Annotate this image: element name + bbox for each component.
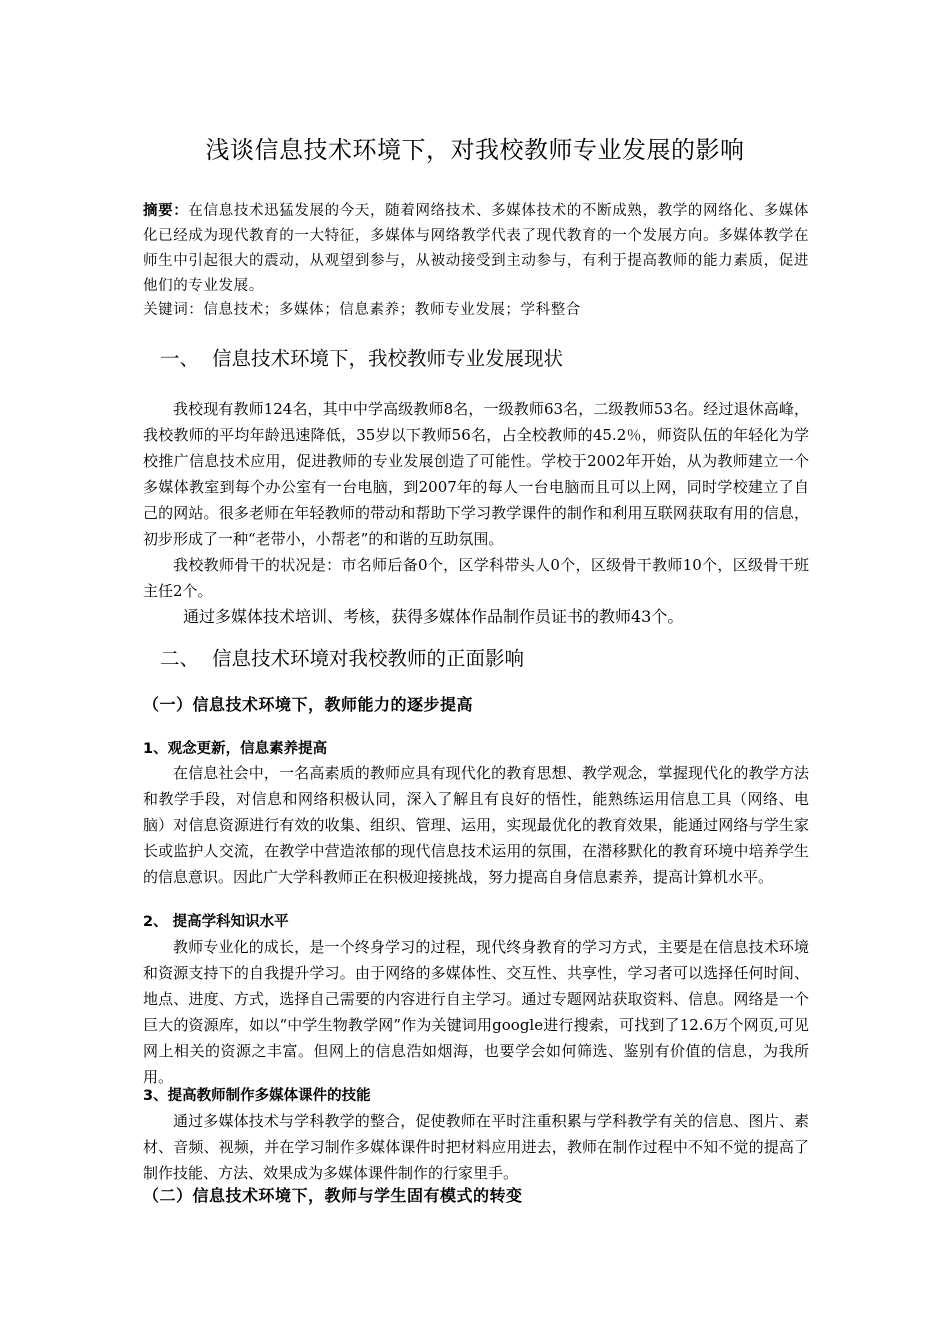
abstract bbox=[143, 199, 809, 299]
section-1-number: 一、 bbox=[160, 347, 200, 370]
keywords-text: 信息技术；多媒体；信息素养；教师专业发展；学科整合 bbox=[203, 302, 581, 318]
keywords-label: 关键词： bbox=[143, 302, 204, 318]
keywords bbox=[143, 298, 809, 323]
item-2-heading: 2、 提高学科知识水平 bbox=[143, 914, 289, 930]
abstract-label: 摘要： bbox=[143, 203, 189, 219]
section-1-body bbox=[143, 396, 809, 630]
item-3-paragraph: 通过多媒体技术与学科教学的整合，促使教师在平时注重积累与学科教学有关的信息、图片、素材、音频、视频，并在学习制作多媒体课件时把材料应用进去，教师在制作过程中不知不觉的提高了制作技能、方法、效果成为多媒体课件制作的行家里手。 bbox=[143, 1112, 809, 1182]
item-1-body bbox=[143, 760, 809, 890]
section-1-paragraph-2: 我校教师骨干的状况是：市名师后备0个，区学科带头人0个，区级骨干教师10个，区级骨干班主任2个。 bbox=[143, 556, 809, 600]
item-1-paragraph: 在信息社会中，一名高素质的教师应具有现代化的教育思想、教学观念，掌握现代化的教学方法和教学手段，对信息和网络积极认同，深入了解且有良好的悟性，能熟练运用信息工具（网络、电脑）对信息资源进行有效的收集、组织、管理、运用，实现最优化的教育效果，能通过网络与学生家长或监护人交流，在教学中营造浓郁的现代信息技术运用的氛围，在潜移默化的教育环境中培养学生的信息意识。因此广大学科教师正在积极迎接挑战，努力提高自身信息素养，提高计算机水平。 bbox=[143, 764, 809, 886]
item-3-body bbox=[143, 1108, 809, 1186]
item-1-heading: 1、观念更新，信息素养提高 bbox=[143, 741, 328, 757]
section-1-heading bbox=[160, 345, 810, 373]
item-2-body bbox=[143, 934, 809, 1090]
subsection-1-heading: （一）信息技术环境下，教师能力的逐步提高 bbox=[143, 695, 474, 714]
abstract-text: 在信息技术迅猛发展的今天，随着网络技术、多媒体技术的不断成熟，教学的网络化、多媒体化已经成为现代教育的一大特征，多媒体与网络教学代表了现代教育的一个发展方向。多媒体教学在师生中引起很大的震动，从观望到参与，从被动接受到主动参与，有利于提高教师的能力素质，促进他们的专业发展。 bbox=[143, 203, 809, 294]
section-1-paragraph-1: 我校现有教师124名，其中中学高级教师8名，一级教师63名，二级教师53名。经过退休高峰，我校教师的平均年龄迅速降低，35岁以下教师56名，占全校教师的45.2％，师资队伍的年轻化为学校推广信息技术应用，促进教师的专业发展创造了可能性。学校于2002年开始，从为教师建立一个多媒体教室到每个办公室有一台电脑，到2007年的每人一台电脑而且可以上网，同时学校建立了自己的网站。很多老师在年轻教师的带动和帮助下学习教学课件的制作和利用互联网获取有用的信息，初步形成了一种“老带小，小帮老”的和谐的互助氛围。 bbox=[143, 400, 809, 548]
section-2-heading bbox=[160, 645, 810, 673]
subsection-2-heading: （二）信息技术环境下，教师与学生固有模式的转变 bbox=[143, 1186, 523, 1205]
item-2-paragraph: 教师专业化的成长，是一个终身学习的过程，现代终身教育的学习方式，主要是在信息技术环境和资源支持下的自我提升学习。由于网络的多媒体性、交互性、共享性，学习者可以选择任何时间、地点、进度、方式，选择自己需要的内容进行自主学习。通过专题网站获取资料、信息。网络是一个巨大的资源库，如以“中学生物教学网”作为关键词用google进行搜索，可找到了12.6万个网页,可见网上相关的资源之丰富。但网上的信息浩如烟海，也要学会如何筛选、鉴别有价值的信息，为我所用。 bbox=[143, 938, 809, 1086]
section-2-number: 二、 bbox=[160, 647, 200, 670]
section-1-title: 信息技术环境下，我校教师专业发展现状 bbox=[212, 347, 564, 370]
section-2-title: 信息技术环境对我校教师的正面影响 bbox=[212, 647, 525, 670]
item-3-heading: 3、提高教师制作多媒体课件的技能 bbox=[143, 1088, 371, 1104]
section-1-paragraph-3: 通过多媒体技术培训、考核，获得多媒体作品制作员证书的教师43个。 bbox=[183, 607, 684, 626]
page-title: 浅谈信息技术环境下，对我校教师专业发展的影响 bbox=[205, 136, 745, 164]
